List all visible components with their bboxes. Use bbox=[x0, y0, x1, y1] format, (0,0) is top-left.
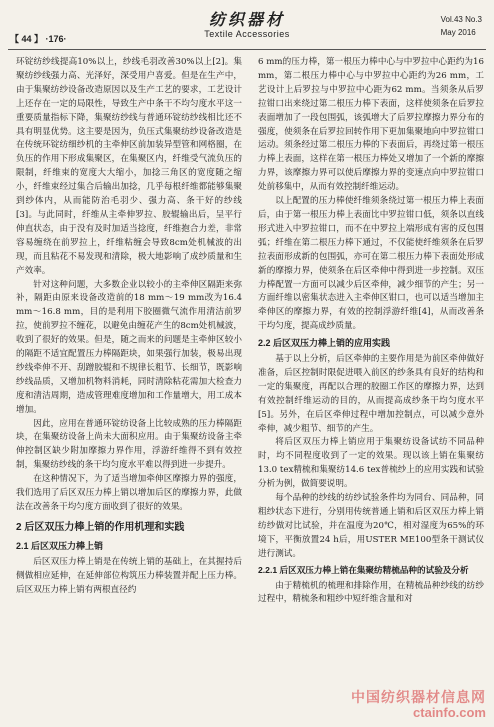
body-paragraph: 每个品种的纱线的纺纱试验条件均为同台、同品种，同粗纱状态下进行，分别用传统普通上销和后区双压力棒上销纺纱做对比试验，并在温度为20℃，相对湿度为65%的环境下，平衡放置24 h后，用USTER ME100型条干测试仪进行测试。 bbox=[258, 493, 484, 559]
body-paragraph: 以上配置的压力棒使纤维须条绕过第一根压力棒上表面后，由于第一根压力棒上表面比中罗拉钳口低，须条以直线形式进入中罗拉钳口，而不在中罗拉上端形成有害的反包围弧；纤维在第二根压力棒下通过，不仅能使纤维须条在后罗拉表面形成新的包围弧，亦可在第二根压力棒下表面处形成新的摩擦力界，使须条在后区牵伸中得到进一步控制。双压力棒配置一方面可以减少后区牵伸，减少细节的产生；另一方面纤维以密集状态进入主牵伸区钳口，也可以适当增加主牵伸区的摩擦力界，有效的控制浮游纤维[4]，从而改善条干均匀度，提高成纱质量。 bbox=[258, 196, 484, 332]
journal-english-title: Textile Accessories bbox=[204, 29, 290, 39]
body-paragraph: 基于以上分析，后区牵伸的主要作用是为前区牵伸做好准备，后区控制时限促进喂入前区的纱条具有良好的结构和一定的集聚度，再配以合理的胶圈工作区的摩擦力界，达到有效控制纤维运动的目的，从而提高成纱条干均匀度水平[5]。另外，在后区牵伸过程中增加控制点，可以减少意外牵伸，减少粗节、细节的产生。 bbox=[258, 354, 484, 434]
watermark-cn: 中国纺织器材信息网 bbox=[351, 689, 486, 705]
subsubsection-heading: 2.2.1 后区双压力棒上销在集聚纺精梳品种的试验及分析 bbox=[258, 564, 469, 575]
volume-number: Vol.43 No.3 bbox=[440, 15, 482, 24]
right-column bbox=[258, 56, 484, 607]
section-heading: 2 后区双压力棒上销的作用机理和实践 bbox=[16, 521, 185, 533]
journal-logo: 纺织器材 bbox=[208, 10, 285, 29]
body-paragraph: 6 mm的压力棒，第一根压力棒中心与中罗拉中心距约为16 mm，第二根压力棒中心与中罗拉中心距约为26 mm，工艺设计上后罗拉与中罗拉中心距为62 mm。当须条从后罗拉钳口出来绕过第二根压力棒下表面，这样使须条在后罗拉表面增加了一段包围弧，该弧增大了后罗拉摩擦力界分布的强度，使须条在后罗拉回转作用下更加集聚地向中罗拉钳口运动。须条经过第二根压力棒的下表面后，再绕过第一根压力棒上表面，这样在第一根压力棒处又增加了一个新的摩擦力界，该摩擦力界可以使后摩擦力界的变速点向中罗拉钳口处前移集中，从而有效控制纤维运动。 bbox=[258, 57, 484, 193]
body-paragraph: 将后区双压力棒上销应用于集聚纺设备试纺不同品种时，均不同程度收到了一定的效果。现以该上销在集聚纺13.0 tex精梳和集聚纺14.6 tex普梳纱上的应用实践和试验分析为例，做简要说明。 bbox=[258, 437, 484, 490]
left-column bbox=[16, 56, 242, 597]
body-paragraph: 在这种情况下，为了适当增加牵伸区摩擦力界的强度，我们选用了后区双压力棒上销以增加后区的摩擦力界，此做法在改善条干均匀度方面收到了很好的效果。 bbox=[16, 474, 242, 512]
issue-date: May 2016 bbox=[440, 28, 476, 37]
subsection-heading: 2.2 后区双压力棒上销的应用实践 bbox=[258, 338, 391, 349]
body-paragraph: 环锭纺纱线提高10%以上，纱线毛羽改善30%以上[2]。集聚纺纱线强力高、光泽好，深受用户喜爱。但是在生产中，由于集聚纺纱设备改造原因以及生产工艺的要求，工艺设计上还存在一定的局限性，导致生产中条干不均匀度水平这一重要质量指标下降，集聚纺纱线与普通环锭纺纱线相比还不具有明显优势。这主要是因为，负压式集聚纺纱设备改造是在传统环锭纺细纱机的主牵伸区前加装异型管和网格圈，在负压的作用下形成集聚区，在集聚区内，纤维受气流负压的限制，纤维束的宽度大大缩小，加捻三角区的宽度随之缩小，纤维束经过集合后输出加捻，几乎每根纤维都能够集聚到纱体内，从而能防治毛羽少、强力高、条干好的纱线[3]。与此同时，纤维从主牵伸罗拉、胶辊输出后，呈平行伸直状态，由于没有及时加适当捻度，纤维抱合力差，非常容易缠绕在前罗拉上，纤维粘缠会导致8cm处机械波的出现，而且粘花不易发现和清除，极大地影响了成纱质量和生产效率。 bbox=[16, 57, 242, 276]
body-paragraph: 由于精梳机的梳理和排除作用，在精梳品种纱线的纺纱过程中，精梳条和粗纱中短纤维含量和对 bbox=[258, 580, 484, 605]
subsection-heading: 2.1 后区双压力棒上销 bbox=[16, 540, 104, 551]
site-watermark bbox=[351, 689, 486, 721]
body-paragraph: 后区双压力棒上销是在传统上销的基础上，在其握持后侧做相应延伸，在延伸部位构筑压力棒装置并配上压力棒。后区双压力棒上销有两根直径约 bbox=[16, 556, 242, 595]
body-paragraph: 针对这种问题，大多数企业以较小的主牵伸区隔距来弥补，隔距由原来设备改造前的18 mm～19 mm改为16.4 mm～16.8 mm，目的是利用下胶圈微气流作用清洁前罗拉，使前罗拉不缠花，以避免由缠花产生的8cm处机械波，收到了很好的效果。但是，随之而来的问题是主牵伸区较小的隔距不适宜配置压力棒隔距块，如果强行加装，极易出现纱线牵伸不开、刮蹭胶辊和不规律长粗节、长细节，既影响纱线品质，又增加机物料消耗，同时清除粘花需加大检查力度和清洁周期，造成管理难度增加和工作量增大，用工成本增加。 bbox=[16, 279, 242, 415]
page-number: 【 44 】 ·176· bbox=[10, 34, 67, 44]
watermark-url: ctainfo.com bbox=[413, 705, 486, 720]
issue-info bbox=[441, 13, 482, 39]
body-paragraph: 因此，应用在普通环锭纺设备上比较成熟的压力棒隔距块，在集聚纺设备上尚未大面积应用。由于集聚纺设备主牵伸控制区缺少附加摩擦力界作用，浮游纤维得不到有效控制，集聚纺纱线的条干均匀度水平难以得到进一步提升。 bbox=[16, 418, 242, 471]
page-header bbox=[8, 5, 486, 50]
